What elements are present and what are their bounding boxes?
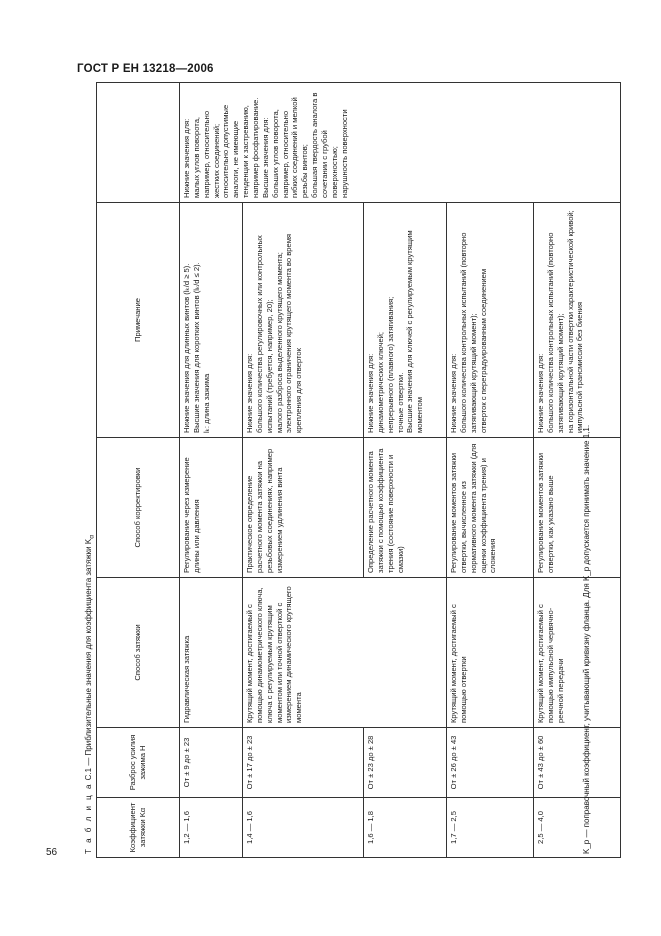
cell-notes	[447, 203, 534, 438]
table-caption-label: Т а б л и ц а	[84, 782, 93, 854]
note-line: большого количества контрольных испытаний (повторно затягивающий крутящий момент);	[458, 232, 478, 433]
cell-coefficient: 2,5 — 4,0	[534, 798, 621, 858]
extra-note-line: больших углов поворота, например, относительно гибких соединений и мелкой резьбы винтов;	[270, 97, 310, 198]
cell-coefficient: 1,6 — 1,8	[364, 798, 447, 858]
coefficient-table	[96, 82, 621, 858]
col-header-method: Способ затяжки	[97, 578, 180, 728]
table-caption	[84, 535, 96, 854]
note-line: Высшие значения для ключей с регулируемым крутящим моментом	[405, 230, 425, 433]
note-line: большого количества регулировочных или контрольных испытаний (требуется, например, 20);	[254, 235, 274, 433]
page-header-title: ГОСТ Р ЕН 13218—2006	[77, 63, 214, 75]
note-line: динамометрических ключей;	[375, 331, 385, 433]
note-line: на горизонтальной части отвертки характеристической кривой;	[565, 210, 575, 433]
cell-method: Крутящий момент, достигаемый с помощью динамометрического ключа, ключа с регулируемым крутящим моментом или точной отверткой с измерением динамического крутящего момента	[243, 578, 447, 728]
note-line: Нижние значения для:	[366, 353, 375, 433]
note-line: малого разброса выделенного крутящего момента;	[274, 252, 284, 433]
note-line: большого количества контрольных испытаний (повторно затягивающий крутящий момент);	[545, 232, 565, 433]
cell-spread: От ± 17 до ± 23	[243, 728, 364, 798]
note-line: Нижние значения для:	[536, 353, 545, 433]
cell-spread: От ± 26 до ± 43	[447, 728, 534, 798]
extra-note-line: нарушность поверхности	[339, 109, 349, 198]
cell-notes	[534, 203, 621, 438]
cell-method: Гидравлическая затяжка	[180, 578, 243, 728]
col-header-spread: Разброс усилия зажима Н	[97, 728, 180, 798]
note-line: Нижние значения для:	[449, 353, 458, 433]
col-header-notes: Примечание	[97, 203, 180, 438]
table-footnote: K_p — поправочный коэффициент, учитывающий кривизну фланца. Для K_p допускается принимать значение 1,1.	[582, 424, 591, 854]
table-caption-text: С.1 — Приблизительные значения для коэффициента затяжки K	[84, 538, 93, 781]
cell-correction: Регулирование через измерение длины или давления	[180, 438, 243, 578]
col-header-coefficient: Коэффициент затяжки Kα	[97, 798, 180, 858]
cell-correction: Определение расчетного момента затяжки с помощью коэффициента трения (состояние поверхности и смазки)	[364, 438, 447, 578]
note-line: Нижние значения для:	[245, 353, 254, 433]
extra-note-line: большая твердость аналога в сочетании с грубой поверхностью;	[310, 92, 339, 198]
cell-spread: От ± 43 до ± 60	[534, 728, 621, 798]
cell-correction: Практическое определение расчетного момента затяжки на резьбовых соединениях, например измерением удлинения винта	[243, 438, 364, 578]
table-header-row	[97, 83, 180, 858]
cell-notes	[243, 203, 364, 438]
extra-note-line: малых углов поворота, например, относительно жестких соединений;	[191, 110, 221, 198]
note-line: электронного ограничения крутящего момента во время крепления для отверток	[284, 233, 304, 433]
cell-extra-notes	[180, 83, 621, 203]
note-line: непрерывного (плавного) затягивания;	[385, 296, 395, 433]
extra-note-line: Высшие значения для:	[260, 117, 270, 198]
cell-correction: Регулирование моментов затяжки отвертки, вычисленное из нормативного момента затяжки (для оценки коэффициента трения) и сложения	[447, 438, 534, 578]
extra-note-line: Нижние значения для:	[182, 118, 191, 198]
cell-correction: Регулирование моментов затяжки отвертки, как указано выше	[534, 438, 621, 578]
note-line: Нижние значения для длинных винтов (lₖ/d ≥ 5).	[182, 263, 191, 433]
table-caption-subscript: α	[88, 534, 96, 539]
cell-notes	[364, 203, 447, 438]
note-line: точные отвертки.	[395, 372, 405, 433]
cell-notes	[180, 203, 243, 438]
table-row	[180, 83, 243, 858]
rotated-table-area	[84, 83, 604, 858]
note-line: отверток с переградуированным соединением	[478, 268, 488, 433]
cell-spread: От ± 23 до ± 28	[364, 728, 447, 798]
note-line: lₖ: длина зажима	[201, 373, 211, 433]
col-header-correction: Способ корректировки	[97, 438, 180, 578]
extra-note-line: относительно допустимые аналоги, не имеющие тенденции к застреванию, например фосфатирование.	[221, 97, 261, 198]
note-line: Высшие значения для коротких винтов (lₖ/d ≤ 2).	[191, 262, 201, 433]
note-line: импульсной трансмиссии без биения	[575, 302, 585, 433]
cell-spread: От ± 9 до ± 23	[180, 728, 243, 798]
col-header-extra	[97, 83, 180, 203]
cell-method: Крутящий момент, достигаемый с помощью отвертки	[447, 578, 534, 728]
cell-coefficient: 1,2 — 1,6	[180, 798, 243, 858]
cell-coefficient: 1,4 — 1,6	[243, 798, 364, 858]
page-number: 56	[46, 847, 58, 858]
cell-coefficient: 1,7 — 2,5	[447, 798, 534, 858]
cell-method: Крутящий момент, достигаемый с помощью импульсной червячно-реечной передачи	[534, 578, 621, 728]
